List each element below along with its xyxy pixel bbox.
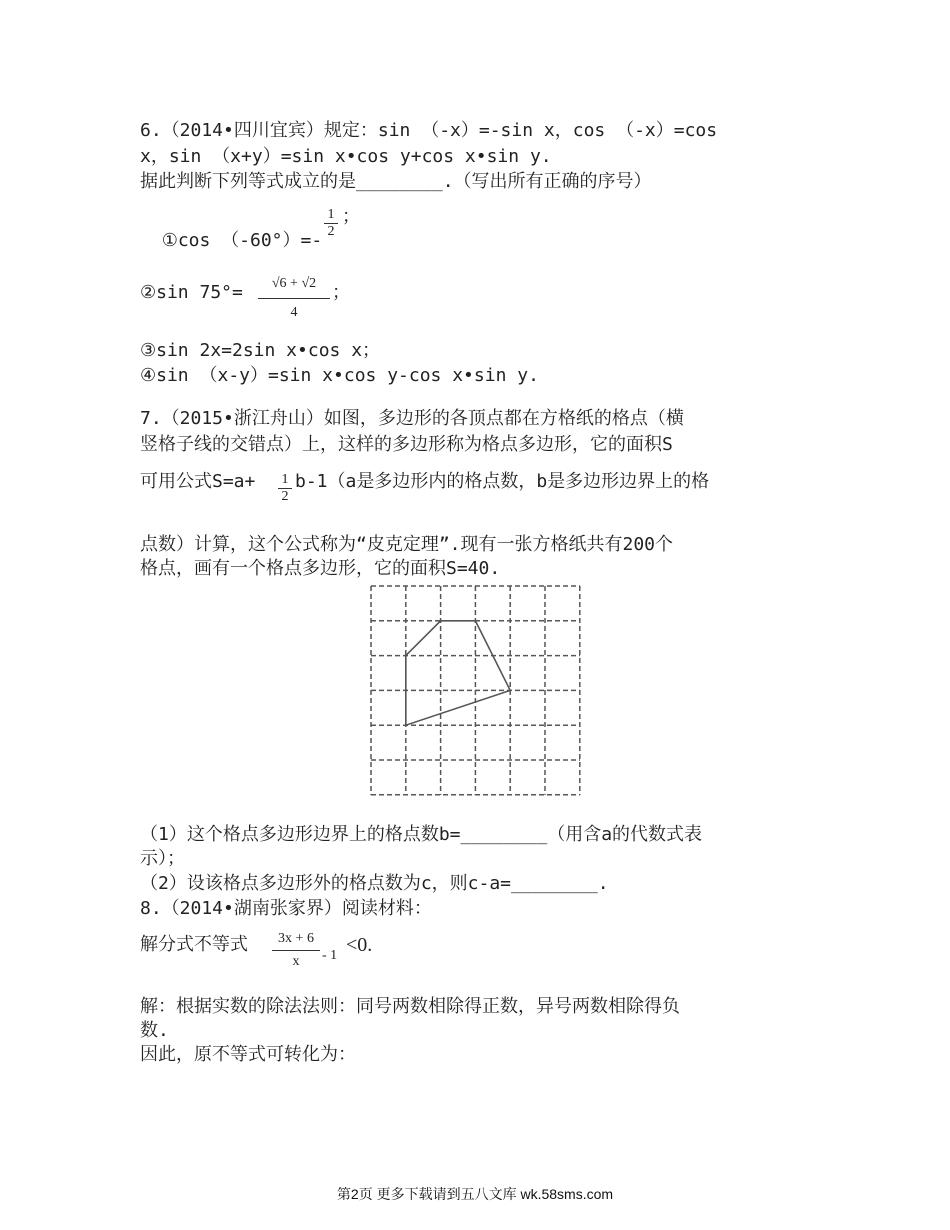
- q6-option1: [140, 205, 322, 253]
- q7-line3-prefix: 可用公式S=a+: [140, 471, 256, 492]
- page-footer: 第2页 更多下载请到五八文库 wk.58sms.com: [336, 1186, 614, 1202]
- q6-option4: ④sin （x-y）=sin x•cos y-cos x•sin y.: [140, 365, 539, 386]
- q6-option2-suffix: ；: [332, 282, 350, 303]
- fraction-numerator: 1: [324, 207, 338, 224]
- fraction-numerator: 3x + 6: [272, 931, 320, 951]
- q6-option1-fraction: [324, 207, 338, 240]
- q8-line1: 8.（2014•湖南张家界）阅读材料：: [140, 898, 432, 919]
- fraction-numerator: √6 + √2: [258, 276, 330, 299]
- q7-line1: 7.（2015•浙江舟山）如图，多边形的各顶点都在方格纸的格点（横: [140, 408, 684, 429]
- q8-inequality-suffix: <0.: [346, 934, 373, 956]
- q7-line5: 格点，画有一个格点多边形，它的面积S=40.: [140, 558, 501, 579]
- q6-line2: x，sin （x+y）=sin x•cos y+cos x•sin y.: [140, 146, 552, 167]
- q7-sub1-line1: （1）这个格点多边形边界上的格点数b=________（用含a的代数式表: [140, 824, 703, 845]
- q6-option2-fraction: [258, 276, 330, 321]
- q6-line3: 据此判断下列等式成立的是________.（写出所有正确的序号）: [140, 171, 652, 192]
- fraction-denominator: 4: [290, 305, 298, 320]
- q6-option3: ③sin 2x=2sin x•cos x；: [140, 340, 381, 361]
- q6-line1: 6.（2014•四川宜宾）规定：sin （-x）=-sin x，cos （-x）=cos: [140, 120, 718, 141]
- q8-solution-line1: 解：根据实数的除法法则：同号两数相除得正数，异号两数相除得负: [140, 996, 680, 1017]
- q7-sub2: （2）设该格点多边形外的格点数为c，则c-a=________.: [140, 873, 609, 894]
- q7-line3-suffix: b-1（a是多边形内的格点数，b是多边形边界上的格: [295, 471, 710, 492]
- q8-inequality-fraction: [272, 931, 320, 970]
- q8-inequality-prefix: 解分式不等式: [140, 934, 248, 955]
- fraction-numerator: 1: [278, 472, 292, 489]
- q7-sub1-line2: 示）；: [140, 848, 185, 869]
- q7-line2: 竖格子线的交错点）上，这样的多边形称为格点多边形，它的面积S: [140, 434, 673, 455]
- q6-option1-prefix: ①cos （-60°）=-: [161, 230, 323, 251]
- q6-option2-prefix: ②sin 75°=: [140, 282, 243, 303]
- fraction-denominator: x: [292, 954, 300, 969]
- lattice-polygon-figure: [370, 585, 582, 797]
- q8-solution-line2: 数.: [140, 1020, 169, 1041]
- q7-line4: 点数）计算，这个公式称为“皮克定理”.现有一张方格纸共有200个: [140, 534, 674, 555]
- fraction-denominator: 2: [281, 489, 289, 504]
- dashed-grid: [371, 586, 580, 795]
- q8-inequality-minus-one: - 1: [322, 948, 338, 963]
- q7-half-fraction: [278, 472, 292, 505]
- lattice-polygon: [406, 621, 510, 725]
- fraction-denominator: 2: [327, 224, 335, 239]
- q8-solution-line3: 因此，原不等式可转化为：: [140, 1044, 356, 1065]
- q6-option1-suffix: ；: [342, 206, 360, 227]
